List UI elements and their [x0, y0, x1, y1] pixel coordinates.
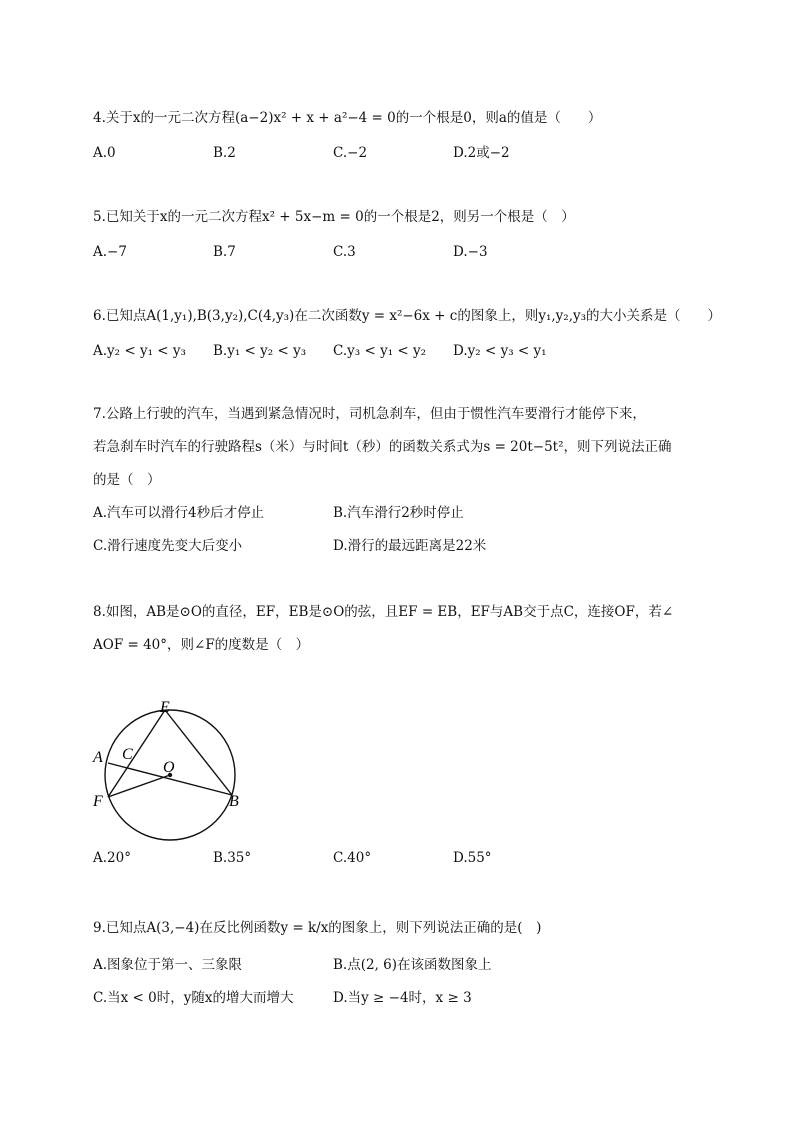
question-4-option-c[interactable]: C.−2 — [333, 145, 368, 161]
question-9-option-c[interactable]: C.当x < 0时，y随x的增大而增大 — [93, 990, 294, 1006]
question-5-option-d[interactable]: D.−3 — [453, 244, 488, 260]
question-4-option-b[interactable]: B.2 — [213, 145, 236, 161]
label-e: E — [160, 699, 170, 716]
question-9-stem: 9.已知点A(3,−4)在反比例函数y = k/x的图象上，则下列说法正确的是( ) — [93, 920, 542, 936]
question-7-option-d[interactable]: D.滑行的最远距离是22米 — [333, 538, 487, 554]
question-9-option-a[interactable]: A.图象位于第一、三象限 — [93, 957, 243, 973]
question-7-option-a[interactable]: A.汽车可以滑行4秒后才停止 — [93, 505, 265, 521]
question-6-stem: 6.已知点A(1,y₁),B(3,y₂),C(4,y₃)在二次函数y = x²−6x + c的图象上，则y₁,y₂,y₃的大小关系是（ ） — [93, 308, 722, 324]
question-6-option-c[interactable]: C.y₃ < y₁ < y₂ — [333, 343, 427, 359]
chord-eb — [165, 710, 232, 795]
question-5-option-a[interactable]: A.−7 — [93, 244, 127, 260]
label-a: A — [93, 749, 103, 766]
label-o: O — [163, 759, 175, 776]
question-8-option-b[interactable]: B.35° — [213, 850, 252, 866]
question-5-option-b[interactable]: B.7 — [213, 244, 236, 260]
chord-ef — [108, 710, 165, 797]
question-8-stem-line-1: 8.如图，AB是⊙O的直径，EF，EB是⊙O的弦，且EF = EB，EF与AB交于点C，连接OF，若∠ — [93, 604, 674, 620]
question-5-option-c[interactable]: C.3 — [333, 244, 356, 260]
question-7-option-b[interactable]: B.汽车滑行2秒时停止 — [333, 505, 464, 521]
question-6-option-b[interactable]: B.y₁ < y₂ < y₃ — [213, 343, 307, 359]
question-9-option-b[interactable]: B.点(2, 6)在该函数图象上 — [333, 957, 492, 973]
question-8-option-c[interactable]: C.40° — [333, 850, 372, 866]
label-f: F — [93, 793, 103, 810]
question-6-option-d[interactable]: D.y₂ < y₃ < y₁ — [453, 343, 547, 359]
question-4-stem: 4.关于x的一元二次方程(a−2)x² + x + a²−4 = 0的一个根是0，则a的值是（ ） — [93, 110, 602, 126]
label-c: C — [122, 746, 133, 763]
label-b: B — [229, 793, 239, 810]
question-6-option-a[interactable]: A.y₂ < y₁ < y₃ — [93, 343, 186, 359]
question-7-stem-line-2: 若急刹车时汽车的行驶路程s（米）与时间t（秒）的函数关系式为s = 20t−5t²，则下列说法正确 — [93, 439, 672, 455]
question-7-stem-line-3: 的是（ ） — [93, 472, 161, 488]
question-5-stem: 5.已知关于x的一元二次方程x² + 5x−m = 0的一个根是2，则另一个根是（ ） — [93, 209, 575, 225]
segment-of — [108, 775, 170, 797]
question-4-option-d[interactable]: D.2或−2 — [453, 145, 510, 161]
question-7-stem-line-1: 7.公路上行驶的汽车，当遇到紧急情况时，司机急刹车，但由于惯性汽车要滑行才能停下来， — [93, 406, 646, 422]
question-7-option-c[interactable]: C.滑行速度先变大后变小 — [93, 538, 243, 554]
question-4-option-a[interactable]: A.0 — [93, 145, 116, 161]
question-8-option-d[interactable]: D.55° — [453, 850, 492, 866]
circle-geometry-figure — [86, 692, 256, 852]
question-9-option-d[interactable]: D.当y ≥ −4时，x ≥ 3 — [333, 990, 472, 1006]
question-8-option-a[interactable]: A.20° — [93, 850, 131, 866]
question-8-stem-line-2: AOF = 40°，则∠F的度数是（ ） — [93, 637, 310, 653]
